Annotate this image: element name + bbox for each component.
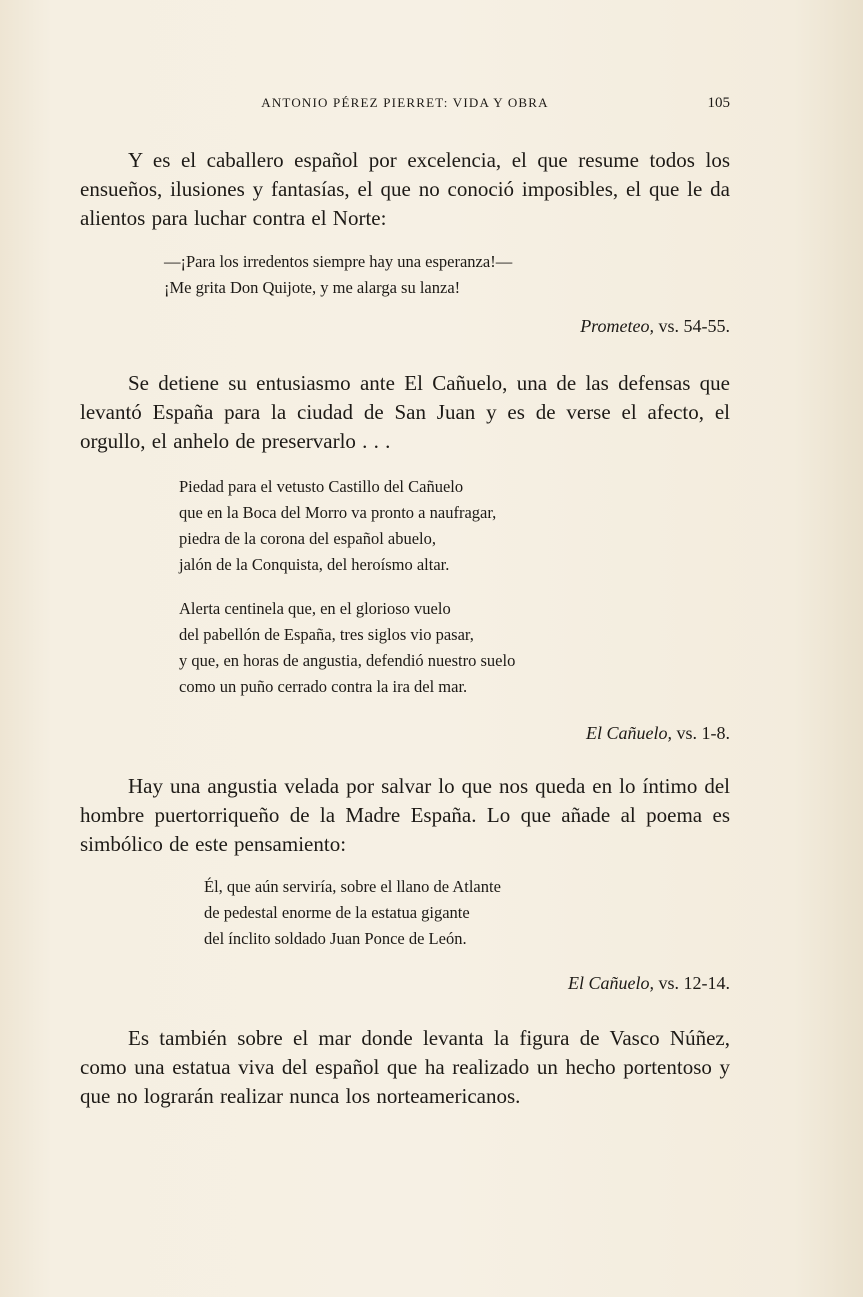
citation-verses: vs. 54-55. [658, 316, 730, 336]
verse-line: y que, en horas de angustia, defendió nuestro suelo [179, 651, 516, 670]
quote-prometeo [164, 249, 512, 301]
quote-canuelo-stanza-1 [179, 474, 496, 578]
citation-verses: vs. 1-8. [676, 723, 730, 743]
running-head: ANTONIO PÉREZ PIERRET: VIDA Y OBRA [261, 95, 549, 110]
verse-line: como un puño cerrado contra la ira del mar. [179, 677, 468, 696]
citation-canuelo-1 [586, 723, 730, 744]
paragraph-2: Se detiene su entusiasmo ante El Cañuelo, una de las defensas que levantó España para la ciudad de San Juan y es de verse el afecto, el orgullo, el anhelo de preservarlo . . . [80, 371, 730, 453]
verse-line: Él, que aún serviría, sobre el llano de Atlante [204, 877, 501, 896]
verse-line: que en la Boca del Morro va pronto a naufragar, [179, 503, 497, 522]
citation-work: El Cañuelo, [586, 723, 672, 743]
verse-line: jalón de la Conquista, del heroísmo altar. [179, 555, 450, 574]
verse-line: de pedestal enorme de la estatua gigante [204, 903, 470, 922]
page-number: 105 [707, 95, 730, 111]
paragraph-1: Y es el caballero español por excelencia, el que resume todos los ensueños, ilusiones y fantasías, el que no conoció imposibles, el que le da alientos para luchar contra el Norte: [80, 148, 730, 230]
paragraph-3: Hay una angustia velada por salvar lo que nos queda en lo íntimo del hombre puertorriqueño de la Madre España. Lo que añade al poema es simbólico de este pensamiento: [80, 774, 730, 856]
citation-work: El Cañuelo, [568, 973, 654, 993]
verse-line: Alerta centinela que, en el glorioso vuelo [179, 599, 451, 618]
page-header [80, 95, 730, 119]
verse-line: ¡Me grita Don Quijote, y me alarga su lanza! [164, 278, 461, 297]
verse-line: Piedad para el vetusto Castillo del Cañuelo [179, 477, 464, 496]
verse-line: del pabellón de España, tres siglos vio pasar, [179, 625, 474, 644]
verse-line: del ínclito soldado Juan Ponce de León. [204, 929, 467, 948]
citation-verses: vs. 12-14. [658, 973, 730, 993]
citation-canuelo-2 [568, 973, 730, 994]
verse-line: —¡Para los irredentos siempre hay una esperanza!— [164, 252, 513, 271]
citation-work: Prometeo, [580, 316, 654, 336]
citation-prometeo [580, 316, 730, 337]
paragraph-4: Es también sobre el mar donde levanta la figura de Vasco Núñez, como una estatua viva del español que ha realizado un hecho portentoso y que no lograrán realizar nunca los norteamericanos. [80, 1026, 730, 1108]
quote-canuelo-2 [204, 874, 501, 952]
quote-canuelo-stanza-2 [179, 596, 515, 700]
verse-line: piedra de la corona del español abuelo, [179, 529, 437, 548]
